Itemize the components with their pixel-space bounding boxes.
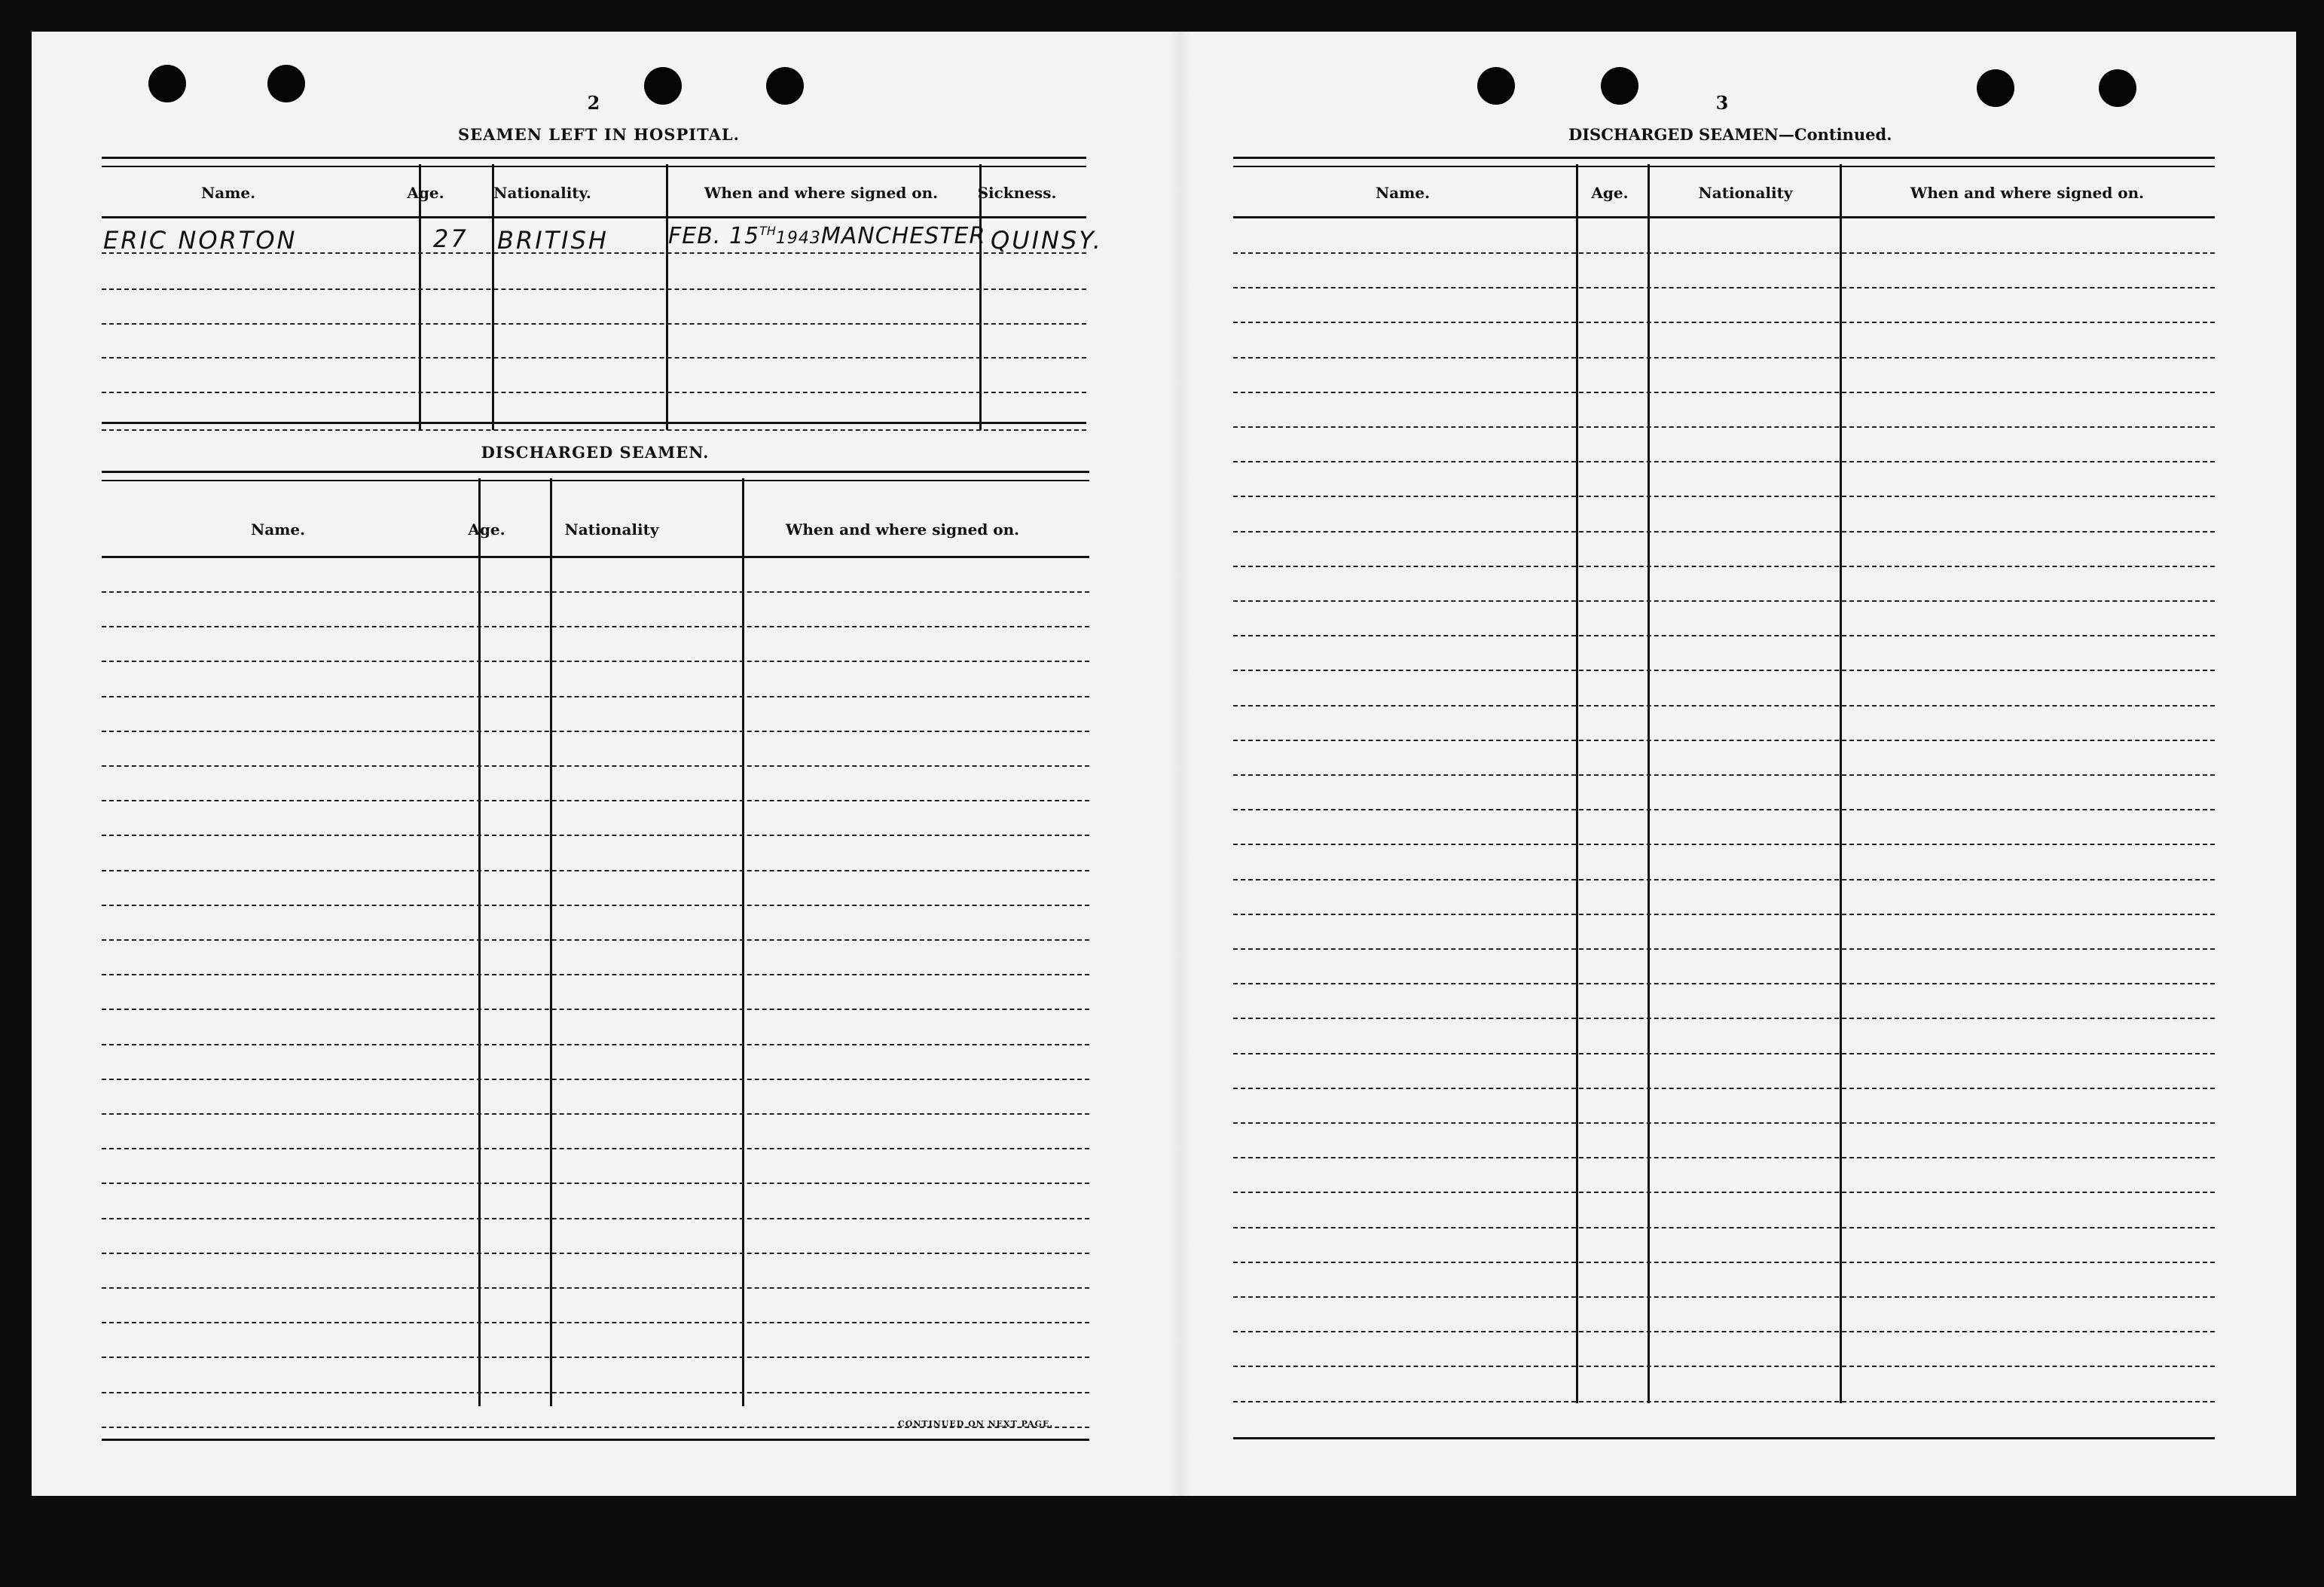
punch-hole [1601, 67, 1638, 105]
entry-signed-on [668, 223, 985, 249]
ruled-line [1233, 1157, 2215, 1158]
ruled-line [1233, 879, 2215, 880]
ruled-line [102, 1357, 1089, 1358]
ruled-line [1233, 1331, 2215, 1332]
ruled-line [102, 974, 1089, 975]
punch-hole [1977, 69, 2014, 107]
entry-name: ERIC NORTON [103, 226, 298, 255]
punch-hole [267, 65, 305, 102]
discharged-table-left [102, 471, 1089, 1442]
ruled-line [1233, 914, 2215, 915]
ruled-line [102, 835, 1089, 836]
header-nationality: Nationality [1698, 184, 1793, 202]
ruled-line [1233, 252, 2215, 254]
header-sickness: Sickness. [977, 184, 1057, 202]
ruled-line [1233, 357, 2215, 359]
ruled-line [1233, 496, 2215, 497]
ruled-line [102, 1009, 1089, 1010]
ruled-line [1233, 809, 2215, 810]
page-number-right: 3 [1715, 92, 1729, 114]
ruled-line [1233, 1122, 2215, 1124]
ruled-line [1233, 1401, 2215, 1402]
ruled-line [102, 1218, 1089, 1219]
hospital-table [102, 157, 1103, 435]
header-signed-on: When and where signed on. [785, 520, 1020, 539]
ruled-line [1233, 322, 2215, 323]
ruled-line [102, 661, 1089, 662]
ruled-line [102, 870, 1089, 871]
header-age: Age. [407, 184, 444, 202]
entry-signed-date: FEB. 15 [668, 223, 760, 249]
punch-hole [2099, 69, 2136, 107]
punch-hole [148, 65, 186, 102]
ruled-line [102, 1253, 1089, 1254]
ruled-line [102, 1287, 1089, 1289]
ruled-line [102, 1183, 1089, 1184]
entry-signed-place: MANCHESTER [820, 223, 986, 249]
header-signed-on: When and where signed on. [704, 184, 939, 202]
header-nationality: Nationality [564, 520, 659, 539]
punch-hole [766, 67, 804, 105]
ruled-line [1233, 844, 2215, 845]
header-nationality: Nationality. [493, 184, 591, 202]
ruled-line [102, 731, 1089, 732]
ruled-line [1233, 566, 2215, 567]
ruled-line [1233, 635, 2215, 636]
entry-nationality: BRITISH [497, 226, 609, 255]
header-name: Name. [200, 184, 256, 202]
ruled-line [102, 1392, 1089, 1393]
header-age: Age. [468, 520, 505, 539]
ruled-line [102, 939, 1089, 941]
ruled-line [1233, 705, 2215, 707]
ruled-line [102, 1079, 1089, 1080]
ruled-line [1233, 392, 2215, 393]
ruled-line [1233, 1053, 2215, 1054]
ruled-line [1233, 948, 2215, 950]
ruled-line [102, 905, 1089, 906]
ruled-line [102, 696, 1089, 697]
header-name: Name. [1375, 184, 1431, 202]
ruled-line [1233, 1018, 2215, 1019]
hospital-section-title: SEAMEN LEFT IN HOSPITAL. [458, 125, 740, 144]
ruled-line [1233, 1262, 2215, 1263]
entry-sickness: QUINSY. [991, 226, 1103, 255]
ruled-line [1233, 740, 2215, 741]
ruled-line [1233, 531, 2215, 533]
ruled-line [102, 591, 1089, 593]
ruled-line [1233, 774, 2215, 776]
ruled-line [1233, 983, 2215, 984]
discharged-continued-title [1568, 125, 1892, 144]
ledger-sheet [32, 32, 2296, 1496]
ruled-line [1233, 670, 2215, 671]
entry-signed-suffix: TH [759, 224, 776, 238]
entry-age: 27 [433, 224, 469, 253]
ruled-line [1233, 1296, 2215, 1298]
ruled-line [1233, 1227, 2215, 1228]
page-number-left: 2 [587, 92, 600, 114]
header-age: Age. [1591, 184, 1629, 202]
ruled-line [102, 800, 1089, 801]
punch-hole [644, 67, 682, 105]
ruled-line [1233, 287, 2215, 288]
ruled-line [102, 626, 1089, 627]
title-main: DISCHARGED SEAMEN [1568, 125, 1779, 144]
entry-signed-year: 1943 [775, 229, 821, 248]
ruled-line [1233, 1192, 2215, 1193]
ruled-line [1233, 1366, 2215, 1367]
ruled-line [102, 1113, 1089, 1115]
ruled-line [102, 1322, 1089, 1323]
header-signed-on: When and where signed on. [1910, 184, 2145, 202]
ruled-line [102, 1148, 1089, 1149]
ruled-line [1233, 461, 2215, 462]
discharged-table-right [1233, 157, 2215, 1445]
title-continued: —Continued. [1778, 125, 1892, 144]
ruled-line [1233, 600, 2215, 602]
ruled-line [102, 765, 1089, 767]
continued-note: CONTINUED ON NEXT PAGE. [898, 1419, 1054, 1429]
ruled-line [1233, 426, 2215, 428]
header-name: Name. [250, 520, 306, 539]
page-fold [1169, 32, 1192, 1496]
discharged-section-title: DISCHARGED SEAMEN. [481, 443, 710, 462]
ruled-line [102, 1044, 1089, 1045]
ruled-line [1233, 1088, 2215, 1089]
punch-hole [1477, 67, 1515, 105]
